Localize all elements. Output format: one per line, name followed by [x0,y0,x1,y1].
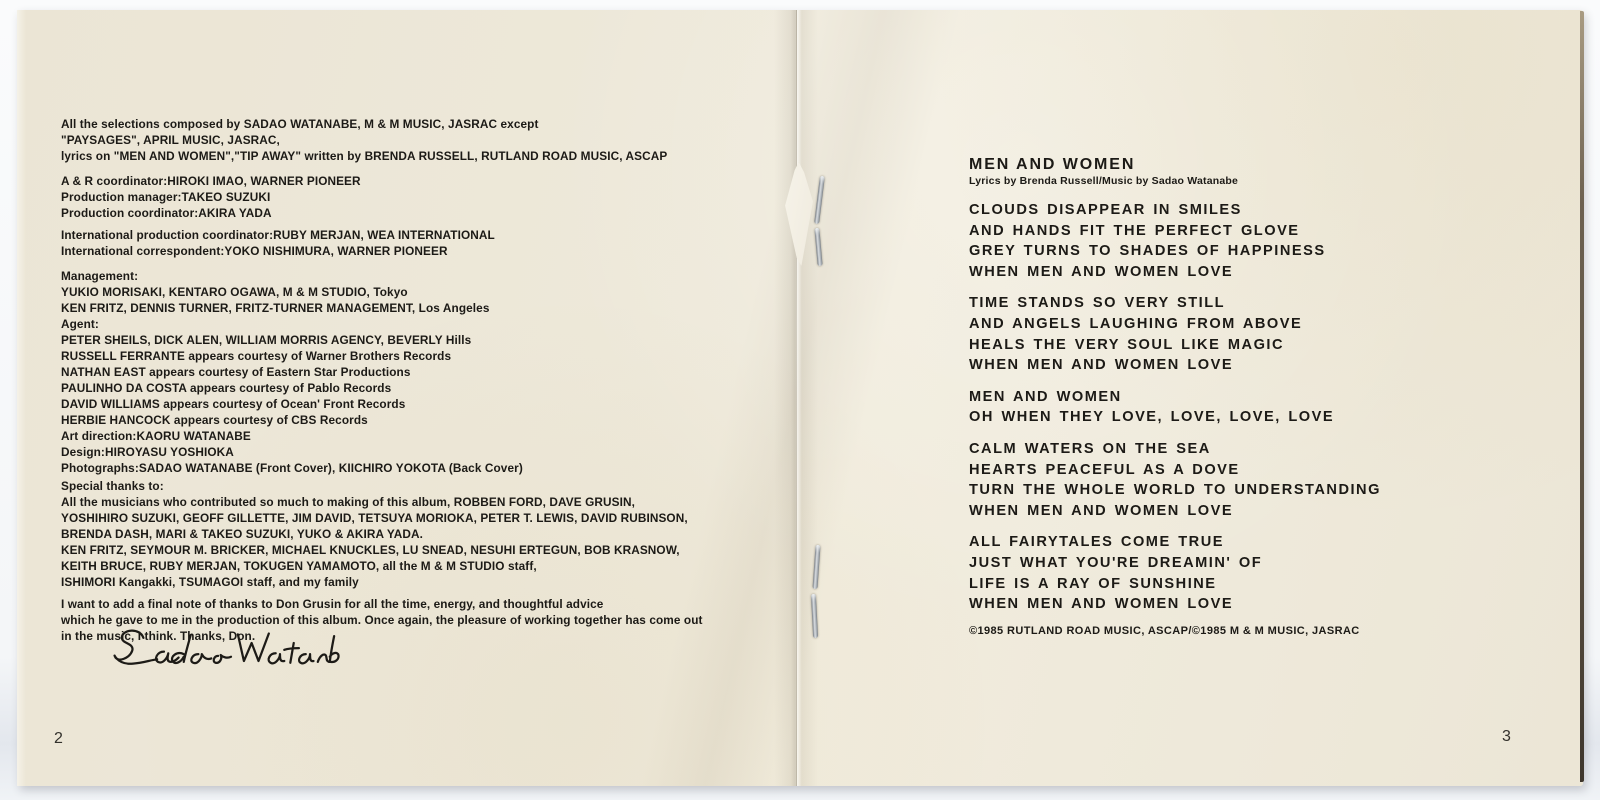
credit-line: Art direction:KAORU WATANABE [61,429,251,443]
lyrics-verse [969,293,1553,375]
song-copyright: ©1985 RUTLAND ROAD MUSIC, ASCAP/©1985 M & M MUSIC, JASRAC [969,624,1360,637]
credit-line: Management: [61,269,139,283]
lyric-line: WHEN MEN AND WOMEN LOVE [969,263,1234,280]
lyric-line: WHEN MEN AND WOMEN LOVE [969,502,1234,519]
credit-line: International production coordinator:RUBY MERJAN, WEA INTERNATIONAL [61,228,495,242]
credit-line: in the music, I think. Thanks, Don. [61,629,256,643]
lyric-line: WHEN MEN AND WOMEN LOVE [969,357,1234,374]
credit-line: Design:HIROYASU YOSHIOKA [61,445,234,459]
song-title: MEN AND WOMEN [969,156,1136,173]
credit-line: HERBIE HANCOCK appears courtesy of CBS Records [61,413,368,427]
credits-thanks [61,478,770,590]
credit-line: lyrics on "MEN AND WOMEN","TIP AWAY" written by BRENDA RUSSELL, RUTLAND ROAD MUSIC, ASCAP [61,149,668,163]
credit-line: DAVID WILLIAMS appears courtesy of Ocean' Front Records [61,397,406,411]
page-number-right: 3 [1502,728,1512,745]
credit-line: Production coordinator:AKIRA YADA [61,206,272,220]
credit-line: RUSSELL FERRANTE appears courtesy of Warner Brothers Records [61,349,452,363]
lyrics-verse [969,200,1553,282]
credit-line: KEN FRITZ, SEYMOUR M. BRICKER, MICHAEL KNUCKLES, LU SNEAD, NESUHI ERTEGUN, BOB KRASNOW, [61,543,680,557]
lyric-line: CLOUDS DISAPPEAR IN SMILES [969,202,1242,218]
lyric-line: HEARTS PEACEFUL AS A DOVE [969,461,1240,478]
lyrics-verse [969,439,1553,521]
lyric-line: GREY TURNS TO SHADES OF HAPPINESS [969,243,1326,260]
credits-international [61,227,770,259]
credit-line: KEITH BRUCE, RUBY MERJAN, TOKUGEN YAMAMOTO, all the M & M STUDIO staff, [61,559,537,573]
credit-line: Production manager:TAKEO SUZUKI [61,190,271,204]
credit-line: KEN FRITZ, DENNIS TURNER, FRITZ-TURNER MANAGEMENT, Los Angeles [61,301,490,315]
lyric-line: TURN THE WHOLE WORLD TO UNDERSTANDING [969,482,1381,499]
lyric-line: AND HANDS FIT THE PERFECT GLOVE [969,222,1300,239]
credit-line: BRENDA DASH, MARI & TAKEO SUZUKI, YUKO & AKIRA YADA. [61,527,423,541]
credits-staff [61,173,770,221]
lyrics-verse [969,532,1553,614]
credit-line: Agent: [61,317,99,331]
credit-line: which he gave to me in the production of this album. Once again, the pleasure of working together has come out [61,613,703,627]
credit-line: All the musicians who contributed so much to making of this album, ROBBEN FORD, DAVE GRUSIN, [61,495,635,509]
credits-management [61,268,770,428]
credit-line: NATHAN EAST appears courtesy of Eastern Star Productions [61,365,411,379]
credit-line: Special thanks to: [61,479,164,493]
booklet-spread [17,10,1583,786]
credit-line: International correspondent:YOKO NISHIMURA, WARNER PIONEER [61,244,448,258]
credit-line: All the selections composed by SADAO WATANABE, M & M MUSIC, JASRAC except [61,117,539,131]
lyrics-verse [969,387,1553,428]
lyric-line: HEALS THE VERY SOUL LIKE MAGIC [969,336,1285,353]
credit-line: YUKIO MORISAKI, KENTARO OGAWA, M & M STUDIO, Tokyo [61,285,408,299]
lyric-line: LIFE IS A RAY OF SUNSHINE [969,575,1217,592]
lyric-line: OH WHEN THEY LOVE, LOVE, LOVE, LOVE [969,409,1335,426]
page-right [796,10,1583,786]
credit-line: Photographs:SADAO WATANABE (Front Cover), KIICHIRO YOKOTA (Back Cover) [61,461,523,475]
credits-intro [61,116,770,164]
song-credit: Lyrics by Brenda Russell/Music by Sadao Watanabe [969,175,1239,187]
lyric-line: TIME STANDS SO VERY STILL [969,295,1226,312]
lyric-line: JUST WHAT YOU'RE DREAMIN' OF [969,554,1263,571]
credit-line: PETER SHEILS, DICK ALEN, WILLIAM MORRIS AGENCY, BEVERLY Hills [61,333,472,347]
credit-line: ISHIMORI Kangakki, TSUMAGOI staff, and my family [61,575,359,589]
lyric-line: MEN AND WOMEN [969,388,1122,405]
credit-line: A & R coordinator:HIROKI IMAO, WARNER PIONEER [61,174,361,188]
signature-sadao-watanabe [109,620,341,683]
page-left [17,10,796,786]
credit-line: YOSHIHIRO SUZUKI, GEOFF GILLETTE, JIM DAVID, TETSUYA MORIOKA, PETER T. LEWIS, DAVID RUBINSON, [61,511,688,525]
credit-line: I want to add a final note of thanks to Don Grusin for all the time, energy, and thoughtful advice [61,597,604,611]
credit-line: PAULINHO DA COSTA appears courtesy of Pablo Records [61,381,392,395]
lyric-line: WHEN MEN AND WOMEN LOVE [969,596,1234,613]
page-number-left: 2 [54,730,64,747]
lyric-line: CALM WATERS ON THE SEA [969,440,1211,457]
lyric-line: AND ANGELS LAUGHING FROM ABOVE [969,315,1303,332]
credit-line: "PAYSAGES", APRIL MUSIC, JASRAC, [61,133,280,147]
credits-design [61,428,770,476]
lyric-line: ALL FAIRYTALES COME TRUE [969,534,1224,551]
